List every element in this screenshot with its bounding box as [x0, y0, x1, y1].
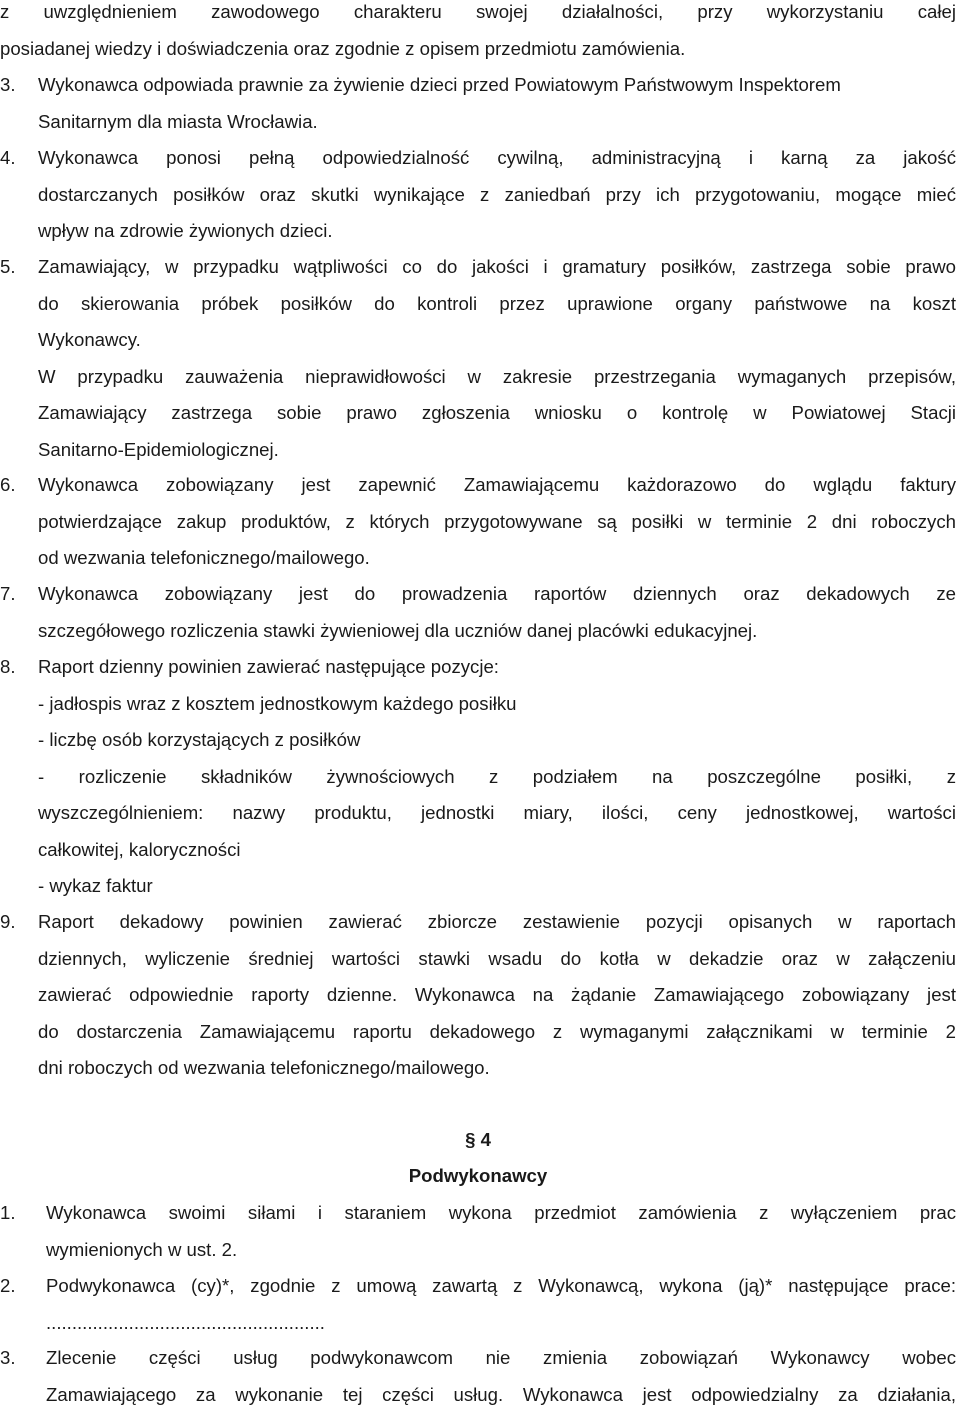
item-number: 6. [0, 467, 16, 504]
text-line: Zlecenie części usług podwykonawcom nie zmienia zobowiązań Wykonawcy wobec [46, 1340, 956, 1377]
section-item-1 [0, 1195, 956, 1268]
text-line: wyszczególnieniem: nazwy produktu, jednostki miary, ilości, ceny jednostkowej, wartości [38, 795, 956, 832]
section-item-2 [0, 1268, 956, 1341]
text-line: Wykonawcy. [38, 322, 956, 359]
intro-paragraph [0, 0, 956, 67]
item-number: 4. [0, 140, 16, 177]
text-line: - rozliczenie składników żywnościowych z podziałem na poszczególne posiłki, z [38, 759, 956, 796]
list-item-3 [0, 67, 956, 140]
text-line: Wykonawca zobowiązany jest zapewnić Zamawiającemu każdorazowo do wglądu faktury [38, 467, 956, 504]
list-item-8 [0, 649, 956, 905]
list-item-4 [0, 140, 956, 250]
dotted-placeholder-line: ...................................................... [46, 1305, 956, 1342]
text-line: Sanitarnym dla miasta Wrocławia. [38, 104, 956, 141]
text-line: dni roboczych od wezwania telefonicznego/mailowego. [38, 1050, 956, 1087]
text-line: potwierdzające zakup produktów, z których przygotowywane są posiłki w terminie 2 dni roboczych [38, 504, 956, 541]
text-line: wymienionych w ust. 2. [46, 1232, 956, 1269]
item-number: 9. [0, 904, 16, 941]
text-line: od wezwania telefonicznego/mailowego. [38, 540, 956, 577]
text-line: Podwykonawca (cy)*, zgodnie z umową zawartą z Wykonawcą, wykona (ją)* następujące prace: [46, 1268, 956, 1305]
text-line: do dostarczenia Zamawiającemu raportu dekadowego z wymaganymi załącznikami w terminie 2 [38, 1014, 956, 1051]
text-line: Sanitarno-Epidemiologicznej. [38, 432, 956, 469]
text-line: dostarczanych posiłków oraz skutki wynikające z zaniedbań przy ich przygotowaniu, mogące mieć [38, 177, 956, 214]
item-number: 3. [0, 1340, 16, 1377]
text-line: do skierowania próbek posiłków do kontroli przez uprawione organy państwowe na koszt [38, 286, 956, 323]
text-line: Wykonawca swoimi siłami i staraniem wykona przedmiot zamówienia z wyłączeniem prac [46, 1195, 956, 1232]
text-line: Wykonawca zobowiązany jest do prowadzenia raportów dziennych oraz dekadowych ze [38, 576, 956, 613]
text-line: zawierać odpowiednie raporty dzienne. Wykonawca na żądanie Zamawiającego zobowiązany jest [38, 977, 956, 1014]
section-title: Podwykonawcy [0, 1158, 956, 1195]
item-number: 2. [0, 1268, 16, 1305]
text-line: W przypadku zauważenia nieprawidłowości w zakresie przestrzegania wymaganych przepisów, [38, 359, 956, 396]
text-line: dziennych, wyliczenie średniej wartości stawki wsadu do kotła w dekadzie oraz w załączeniu [38, 941, 956, 978]
text-line: Zamawiający, w przypadku wątpliwości co do jakości i gramatury posiłków, zastrzega sobie prawo [38, 249, 956, 286]
section-item-3 [0, 1340, 956, 1413]
item-number: 8. [0, 649, 16, 686]
text-line: Wykonawca odpowiada prawnie za żywienie dzieci przed Powiatowym Państwowym Inspektorem [38, 67, 956, 104]
list-item-6 [0, 467, 956, 577]
text-line: Raport dekadowy powinien zawierać zbiorcze zestawienie pozycji opisanych w raportach [38, 904, 956, 941]
section-number: § 4 [0, 1122, 956, 1159]
item-number: 3. [0, 67, 16, 104]
text-line: szczegółowego rozliczenia stawki żywieniowej dla uczniów danej placówki edukacyjnej. [38, 613, 956, 650]
item-number: 5. [0, 249, 16, 286]
text-line: całkowitej, kaloryczności [38, 832, 956, 869]
list-item-9 [0, 904, 956, 1087]
item-number: 7. [0, 576, 16, 613]
text-line: - jadłospis wraz z kosztem jednostkowym każdego posiłku [38, 686, 956, 723]
item-number: 1. [0, 1195, 16, 1232]
text-line: Wykonawca ponosi pełną odpowiedzialność cywilną, administracyjną i karną za jakość [38, 140, 956, 177]
text-line: Zamawiającego za wykonanie tej części usług. Wykonawca jest odpowiedzialny za działania, [46, 1377, 956, 1413]
list-item-7 [0, 576, 956, 649]
text-line: - wykaz faktur [38, 868, 956, 905]
text-line: posiadanej wiedzy i doświadczenia oraz zgodnie z opisem przedmiotu zamówienia. [0, 31, 956, 68]
text-line: z uwzględnieniem zawodowego charakteru swojej działalności, przy wykorzystaniu całej [0, 0, 956, 31]
text-line: wpływ na zdrowie żywionych dzieci. [38, 213, 956, 250]
text-line: Zamawiający zastrzega sobie prawo zgłoszenia wniosku o kontrolę w Powiatowej Stacji [38, 395, 956, 432]
text-line: Raport dzienny powinien zawierać następujące pozycje: [38, 649, 956, 686]
text-line: - liczbę osób korzystających z posiłków [38, 722, 956, 759]
list-item-5 [0, 249, 956, 468]
